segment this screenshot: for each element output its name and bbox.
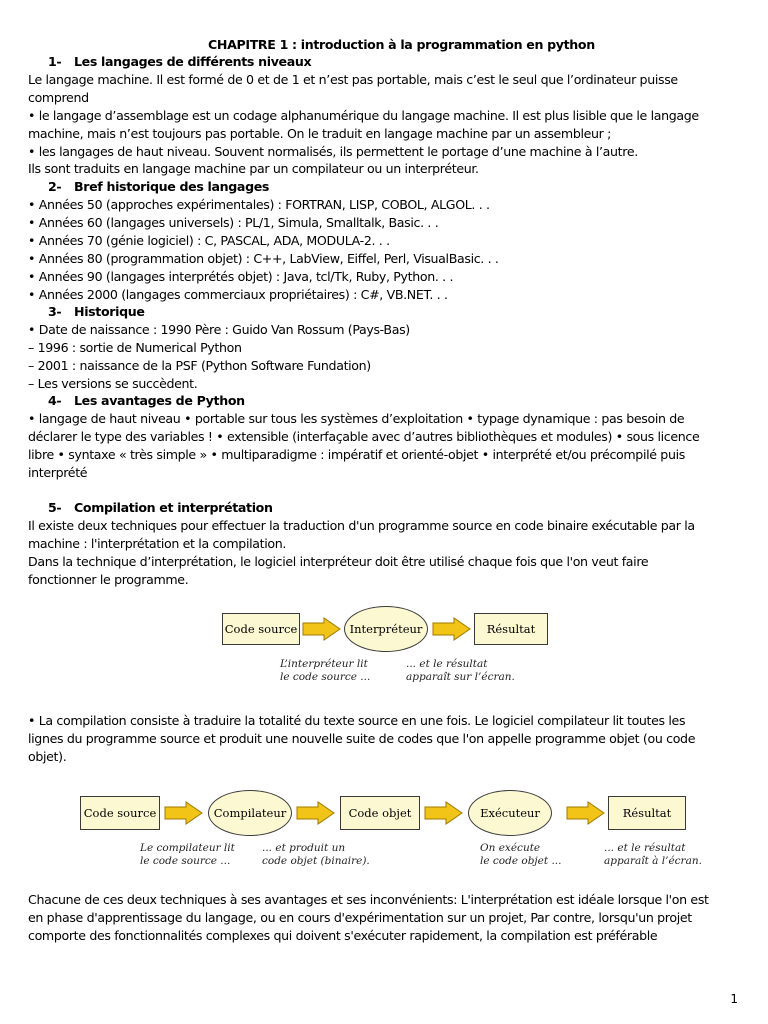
list-item: • Années 60 (langages universels) : PL/1, Simula, Smalltalk, Basic. . . <box>28 215 439 230</box>
list-item: – 2001 : naissance de la PSF (Python Software Fundation) <box>28 358 371 373</box>
caption-line: L’interpréteur lit <box>280 658 368 670</box>
paragraph-line: Dans la technique d’interprétation, le logiciel interpréteur doit être utilisé chaque fois que l'on veut faire <box>28 554 649 569</box>
paragraph-line: comporte des fonctionnalités complexes qui doivent s'exécuter rapidement, la compilation est préférable <box>28 928 658 943</box>
paragraph-line: machine : l'interprétation et la compilation. <box>28 536 286 551</box>
caption-line: Le compilateur lit <box>140 842 235 854</box>
paragraph-line: en phase d'apprentissage du langage, ou en cours d'expérimentation sur un projet, Par contre, lorsqu'un projet <box>28 910 692 925</box>
list-item: • Date de naissance : 1990 Père : Guido Van Rossum (Pays-Bas) <box>28 322 410 337</box>
code-source-box: Code source <box>222 613 300 645</box>
resultat-box: Résultat <box>474 613 548 645</box>
caption-line: le code source ... <box>280 671 371 683</box>
list-item: – 1996 : sortie de Numerical Python <box>28 340 242 355</box>
paragraph-line: Il existe deux techniques pour effectuer la traduction d'un programme source en code binaire exécutable par la <box>28 518 695 533</box>
diagram-caption <box>280 658 370 684</box>
paragraph-line: • les langages de haut niveau. Souvent normalisés, ils permettent le portage d’une machine à l’autre. <box>28 144 638 159</box>
section-5-heading <box>48 499 764 517</box>
paragraph-line: objet). <box>28 749 67 764</box>
compilation-diagram <box>0 784 768 884</box>
paragraph-line: fonctionner le programme. <box>28 572 189 587</box>
section-1-heading <box>48 53 764 71</box>
paragraph-line: déclarer le type des variables ! • extensible (interfaçable avec d’autres bibliothèques et modules) • sous licence <box>28 429 700 444</box>
section-2-heading <box>48 178 764 196</box>
arrow-right-icon <box>296 801 336 825</box>
paragraph-line: • La compilation consiste à traduire la totalité du texte source en une fois. Le logiciel compilateur lit toutes les <box>28 713 686 728</box>
diagram-caption <box>406 658 515 684</box>
executeur-oval: Exécuteur <box>468 790 552 836</box>
paragraph-line: Ils sont traduits en langage machine par un compilateur ou un interpréteur. <box>28 161 479 176</box>
arrow-right-icon <box>432 617 472 641</box>
paragraph-line: Le langage machine. Il est formé de 0 et de 1 et n’est pas portable, mais c’est le seul que l’ordinateur puisse <box>28 72 678 87</box>
section-title: Les avantages de Python <box>74 393 245 408</box>
caption-line: le code objet ... <box>480 855 562 867</box>
caption-line: ... et le résultat <box>604 842 686 854</box>
diagram-caption <box>140 842 235 868</box>
resultat-box: Résultat <box>608 796 686 830</box>
list-item: • Années 80 (programmation objet) : C++, LabView, Eiffel, Perl, VisualBasic. . . <box>28 251 499 266</box>
caption-line: code objet (binaire). <box>262 855 370 867</box>
caption-line: le code source ... <box>140 855 231 867</box>
section-title: Bref historique des langages <box>74 179 270 194</box>
section-title: Historique <box>74 304 145 319</box>
caption-line: ... et produit un <box>262 842 346 854</box>
page-number: 1 <box>730 992 738 1006</box>
list-item: • Années 50 (approches expérimentales) : FORTRAN, LISP, COBOL, ALGOL. . . <box>28 197 490 212</box>
interpretation-diagram <box>0 600 768 695</box>
code-source-box: Code source <box>80 796 160 830</box>
list-item: • Années 90 (langages interprétés objet) : Java, tcl/Tk, Ruby, Python. . . <box>28 269 454 284</box>
list-item: – Les versions se succèdent. <box>28 376 198 391</box>
paragraph-line: interprété <box>28 465 88 480</box>
section-number: 4- <box>48 393 62 408</box>
caption-line: ... et le résultat <box>406 658 488 670</box>
arrow-right-icon <box>302 617 342 641</box>
list-item: • Années 2000 (langages commerciaux propriétaires) : C#, VB.NET. . . <box>28 287 448 302</box>
section-title: Les langages de différents niveaux <box>74 54 312 69</box>
diagram-caption <box>604 842 702 868</box>
paragraph-line: • langage de haut niveau • portable sur tous les systèmes d’exploitation • typage dynamique : pas besoin de <box>28 411 685 426</box>
section-number: 1- <box>48 54 62 69</box>
paragraph-line: lignes du programme source et produit une nouvelle suite de codes que l'on appelle programme objet (ou code <box>28 731 696 746</box>
section-4-heading <box>48 392 764 410</box>
paragraph-line: machine, mais n’est toujours pas portable. On le traduit en langage machine par un assembleur ; <box>28 126 612 141</box>
section-number: 5- <box>48 500 62 515</box>
code-objet-box: Code objet <box>340 796 420 830</box>
paragraph-line: • le langage d’assemblage est un codage alphanumérique du langage machine. Il est plus lisible que le langage <box>28 108 699 123</box>
diagram-caption <box>262 842 370 868</box>
section-number: 2- <box>48 179 62 194</box>
caption-line: On exécute <box>480 842 541 854</box>
paragraph-line: Chacune de ces deux techniques à ses avantages et ses inconvénients: L'interprétation est idéale lorsque l'on est <box>28 892 709 907</box>
caption-line: apparaît sur l’écran. <box>406 671 515 683</box>
diagram-caption <box>480 842 561 868</box>
paragraph-line: comprend <box>28 90 89 105</box>
list-item: • Années 70 (génie logiciel) : C, PASCAL, ADA, MODULA-2. . . <box>28 233 390 248</box>
arrow-right-icon <box>424 801 464 825</box>
arrow-right-icon <box>164 801 204 825</box>
caption-line: apparaît à l’écran. <box>604 855 702 867</box>
paragraph-line: libre • syntaxe « très simple » • multiparadigme : impératif et orienté-objet • interprété et/ou précompilé puis <box>28 447 685 462</box>
section-3-heading <box>48 303 764 321</box>
compilateur-oval: Compilateur <box>208 790 292 836</box>
arrow-right-icon <box>566 801 606 825</box>
section-number: 3- <box>48 304 62 319</box>
section-title: Compilation et interprétation <box>74 500 273 515</box>
interpreteur-oval: Interpréteur <box>344 606 428 652</box>
chapter-title: CHAPITRE 1 : introduction à la programmation en python <box>208 37 595 52</box>
